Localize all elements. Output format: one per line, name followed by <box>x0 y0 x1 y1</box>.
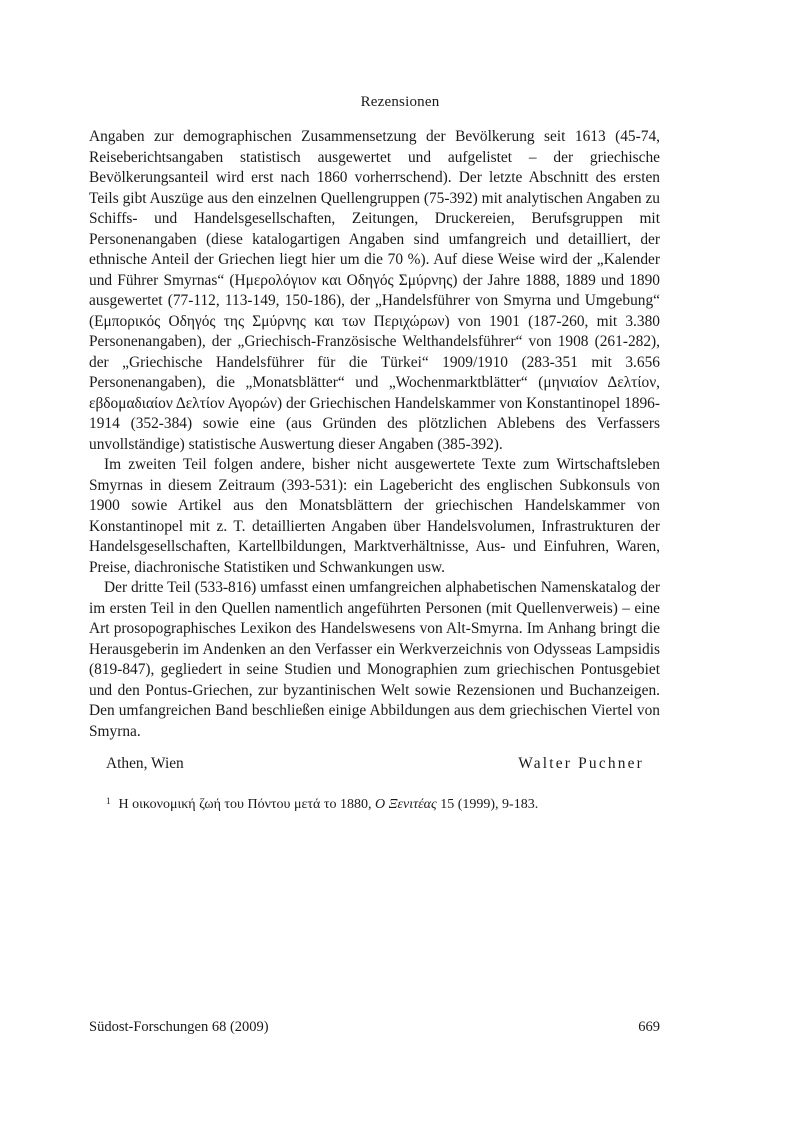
page-footer <box>89 1019 660 1036</box>
footnote-text-before: Η οικονομική ζωή του Πόντου μετά το 1880, <box>118 797 375 812</box>
paragraph-3: Der dritte Teil (533-816) umfasst einen umfangreichen alphabetischen Namenskatalog der im ersten Teil in den Quellen namentlich angeführten Personen (mit Quellenverweis) – eine Art prosopographisches Lexikon des Handelswesens von Alt-Smyrna. Im Anhang bringt die Herausgeberin im Andenken an den Verfasser ein Werkverzeichnis von Odysseas Lampsidis (819-847), gegliedert in seine Studien und Monographien zum griechischen Pontusgebiet und den Pontus-Griechen, zur byzantinischen Welt sowie Rezensionen und Buchanzeigen. Den umfangreichen Band beschließen einige Abbildungen aus dem griechischen Viertel von Smyrna. <box>89 579 660 740</box>
signature-line <box>106 755 644 773</box>
signature-author: Walter Puchner <box>518 755 644 772</box>
paragraph-2: Im zweiten Teil folgen andere, bisher nicht ausgewertete Texte zum Wirtschaftsleben Smyrnas in diesem Zeitraum (393-531): ein Lagebericht des englischen Subkonsuls von 1900 sowie Artikel aus den Monatsblättern der griechischen Handelskammer von Konstantinopel mit z. T. detaillierten Angaben über Handelsvolumen, Infrastrukturen der Handelsgesellschaften, Kartellbildungen, Marktverhältnisse, Aus- und Einfuhren, Waren, Preise, diachronische Statistiken und Schwankungen usw. <box>89 456 660 576</box>
footnote-marker: 1 <box>106 796 111 806</box>
signature-place: Athen, Wien <box>106 755 184 772</box>
footnote-text-after: 15 (1999), 9-183. <box>436 797 539 812</box>
review-body <box>89 127 660 742</box>
running-head: Rezensionen <box>360 94 440 110</box>
footnote-journal-title: Ο Ξενιτέας <box>374 797 437 812</box>
paragraph-1: Angaben zur demographischen Zusammensetzung der Bevölkerung seit 1613 (45-74, Reiseberichtsangaben statistisch ausgewertet und aufgelistet – der griechische Bevölkerungsanteil wird erst nach 1860 vorherrschend). Der letzte Abschnitt des ersten Teils gibt Auszüge aus den einzelnen Quellengruppen (75-392) mit analytischen Angaben zu Schiffs- und Handelsgesellschaften, Zeitungen, Druckereien, Berufsgruppen mit Personenangaben (diese katalogartigen Angaben sind umfangreich und detailliert, der ethnische Anteil der Griechen liegt hier um die 70 %). Auf diese Weise wird der „Kalender und Führer Smyrnas“ (Ημερολόγιον και Οδηγός Σμύρνης) der Jahre 1888, 1889 und 1890 ausgewertet (77-112, 113-149, 150-186), der „Handelsführer von Smyrna und Umgebung“ (Εμπορικός Οδηγός της Σμύρνης και των Περιχώρων) von 1901 (187-260, mit 3.380 Personenangaben), der „Griechisch-Französische Welthandelsführer“ von 1908 (261-282), der „Griechische Handelsführer für die Türkei“ 1909/1910 (283-351 mit 3.656 Personenangaben), die „Monatsblätter“ und „Wochenmarktblätter“ (μηνιαίον Δελτίον, εβδομαδιαίον Δελτίον Αγορών) der Griechischen Handelskammer von Konstantinopel 1896-1914 (352-384) sowie eine (aus Gründen des plötzlichen Ablebens des Verfassers unvollständige) statistische Auswertung dieser Angaben (385-392). <box>89 128 660 453</box>
page-number: 669 <box>638 1019 660 1035</box>
footer-journal: Südost-Forschungen 68 (2009) <box>89 1019 269 1035</box>
footnote <box>106 797 666 813</box>
